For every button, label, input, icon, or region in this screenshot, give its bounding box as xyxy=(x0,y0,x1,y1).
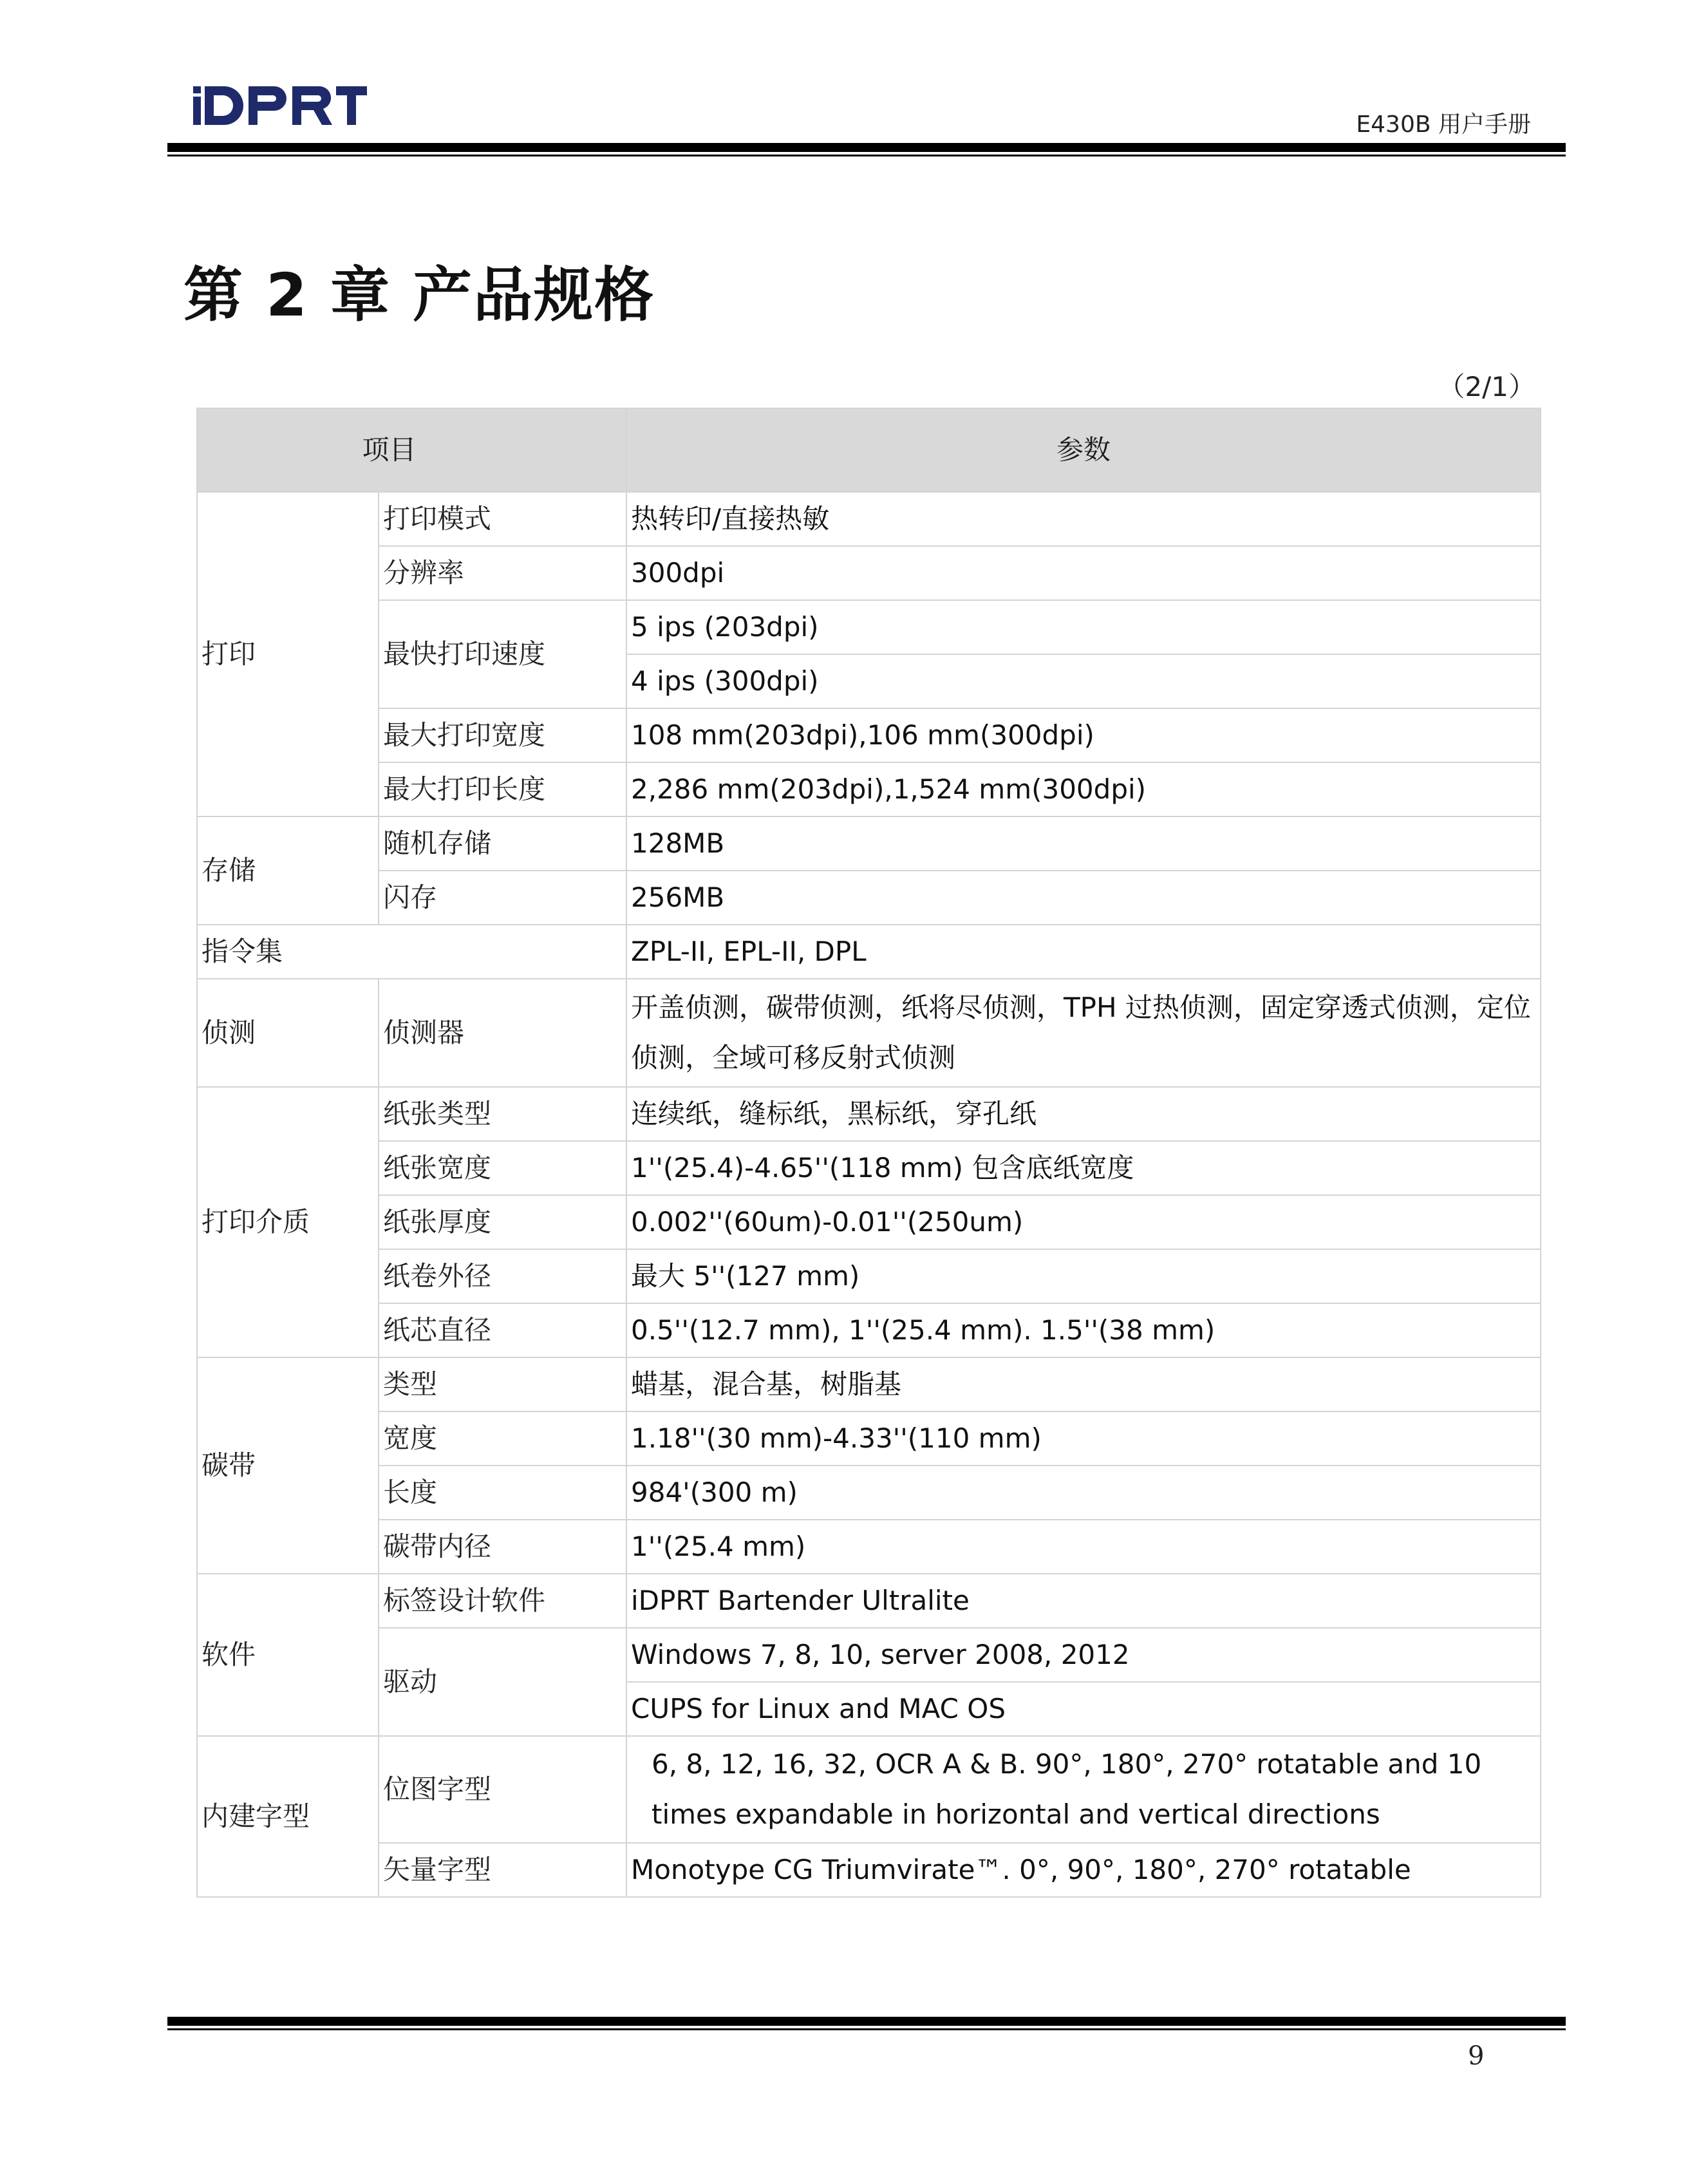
table-row xyxy=(197,1843,1541,1897)
item-max-width: 最大打印宽度 xyxy=(379,708,626,762)
table-row xyxy=(197,1357,1541,1411)
table-row xyxy=(197,1195,1541,1249)
item-ribbon-core: 碳带内径 xyxy=(379,1520,626,1574)
table-row xyxy=(197,1628,1541,1682)
table-row xyxy=(197,1520,1541,1574)
value-label-software: iDPRT Bartender Ultralite xyxy=(626,1574,1541,1628)
value-resolution: 300dpi xyxy=(626,546,1541,600)
document-title: E430B 用户手册 xyxy=(1356,111,1531,138)
idprt-logo xyxy=(193,82,367,127)
value-vector-font: Monotype CG Triumvirate™. 0°, 90°, 180°, 270° rotatable xyxy=(626,1843,1541,1897)
item-driver: 驱动 xyxy=(379,1628,626,1736)
item-max-length: 最大打印长度 xyxy=(379,762,626,816)
value-ribbon-width: 1.18''(30 mm)-4.33''(110 mm) xyxy=(626,1411,1541,1466)
spec-table xyxy=(196,408,1541,1898)
category-media: 打印介质 xyxy=(197,1087,379,1357)
value-paper-type: 连续纸，缝标纸，黑标纸，穿孔纸 xyxy=(626,1087,1541,1141)
table-header-row xyxy=(197,408,1541,492)
item-ram: 随机存储 xyxy=(379,816,626,871)
table-row xyxy=(197,1087,1541,1141)
value-max-length: 2,286 mm(203dpi),1,524 mm(300dpi) xyxy=(626,762,1541,816)
item-ribbon-width: 宽度 xyxy=(379,1411,626,1466)
header-param: 参数 xyxy=(626,408,1541,492)
item-label-software: 标签设计软件 xyxy=(379,1574,626,1628)
table-row xyxy=(197,1411,1541,1466)
value-paper-thickness: 0.002''(60um)-0.01''(250um) xyxy=(626,1195,1541,1249)
table-row xyxy=(197,600,1541,654)
page-number: 9 xyxy=(1468,2041,1485,2071)
table-row xyxy=(197,1303,1541,1357)
category-detect: 侦测 xyxy=(197,979,379,1087)
value-speed-203: 5 ips (203dpi) xyxy=(626,600,1541,654)
category-print: 打印 xyxy=(197,492,379,816)
value-ribbon-core: 1''(25.4 mm) xyxy=(626,1520,1541,1574)
table-row xyxy=(197,816,1541,871)
table-row xyxy=(197,1249,1541,1303)
item-flash: 闪存 xyxy=(379,871,626,925)
item-roll-od: 纸卷外径 xyxy=(379,1249,626,1303)
item-paper-width: 纸张宽度 xyxy=(379,1141,626,1195)
value-roll-od: 最大 5''(127 mm) xyxy=(626,1249,1541,1303)
value-command-set: ZPL-II, EPL-II, DPL xyxy=(626,925,1541,979)
item-paper-thickness: 纸张厚度 xyxy=(379,1195,626,1249)
header-item: 项目 xyxy=(197,408,626,492)
item-bitmap-font: 位图字型 xyxy=(379,1736,626,1843)
value-print-mode: 热转印/直接热敏 xyxy=(626,492,1541,546)
value-ram: 128MB xyxy=(626,816,1541,871)
item-max-speed: 最快打印速度 xyxy=(379,600,626,708)
item-sensor: 侦测器 xyxy=(379,979,626,1087)
table-row xyxy=(197,1141,1541,1195)
value-ribbon-type: 蜡基，混合基，树脂基 xyxy=(626,1357,1541,1411)
category-ribbon: 碳带 xyxy=(197,1357,379,1574)
header-rule xyxy=(167,143,1566,152)
table-row xyxy=(197,979,1541,1087)
table-row xyxy=(197,492,1541,546)
value-speed-300: 4 ips (300dpi) xyxy=(626,654,1541,708)
item-print-mode: 打印模式 xyxy=(379,492,626,546)
table-row xyxy=(197,1466,1541,1520)
table-row xyxy=(197,762,1541,816)
footer-rule xyxy=(167,2017,1566,2026)
category-storage: 存储 xyxy=(197,816,379,925)
chapter-title: 第 2 章 产品规格 xyxy=(183,261,655,330)
value-bitmap-font: 6, 8, 12, 16, 32, OCR A & B. 90°, 180°, 270° rotatable and 10 times expandable in horizontal and vertical directions xyxy=(626,1736,1541,1843)
item-paper-type: 纸张类型 xyxy=(379,1087,626,1141)
value-ribbon-length: 984'(300 m) xyxy=(626,1466,1541,1520)
table-row xyxy=(197,546,1541,600)
footer-rule-thin xyxy=(167,2028,1566,2030)
table-page-marker: （2/1） xyxy=(1438,371,1535,402)
category-fonts: 内建字型 xyxy=(197,1736,379,1897)
table-row xyxy=(197,1736,1541,1843)
category-command-set: 指令集 xyxy=(197,925,626,979)
item-ribbon-length: 长度 xyxy=(379,1466,626,1520)
value-sensor: 开盖侦测，碳带侦测，纸将尽侦测，TPH 过热侦测，固定穿透式侦测，定位侦测，全域可移反射式侦测 xyxy=(626,979,1541,1087)
category-software: 软件 xyxy=(197,1574,379,1736)
table-row xyxy=(197,871,1541,925)
value-driver-windows: Windows 7, 8, 10, server 2008, 2012 xyxy=(626,1628,1541,1682)
table-row xyxy=(197,1574,1541,1628)
value-driver-cups: CUPS for Linux and MAC OS xyxy=(626,1682,1541,1736)
value-paper-width: 1''(25.4)-4.65''(118 mm) 包含底纸宽度 xyxy=(626,1141,1541,1195)
table-row xyxy=(197,925,1541,979)
item-core-diameter: 纸芯直径 xyxy=(379,1303,626,1357)
value-max-width: 108 mm(203dpi),106 mm(300dpi) xyxy=(626,708,1541,762)
value-flash: 256MB xyxy=(626,871,1541,925)
item-resolution: 分辨率 xyxy=(379,546,626,600)
item-ribbon-type: 类型 xyxy=(379,1357,626,1411)
table-row xyxy=(197,708,1541,762)
value-core-diameter: 0.5''(12.7 mm), 1''(25.4 mm). 1.5''(38 mm) xyxy=(626,1303,1541,1357)
header-rule-thin xyxy=(167,155,1566,156)
item-vector-font: 矢量字型 xyxy=(379,1843,626,1897)
